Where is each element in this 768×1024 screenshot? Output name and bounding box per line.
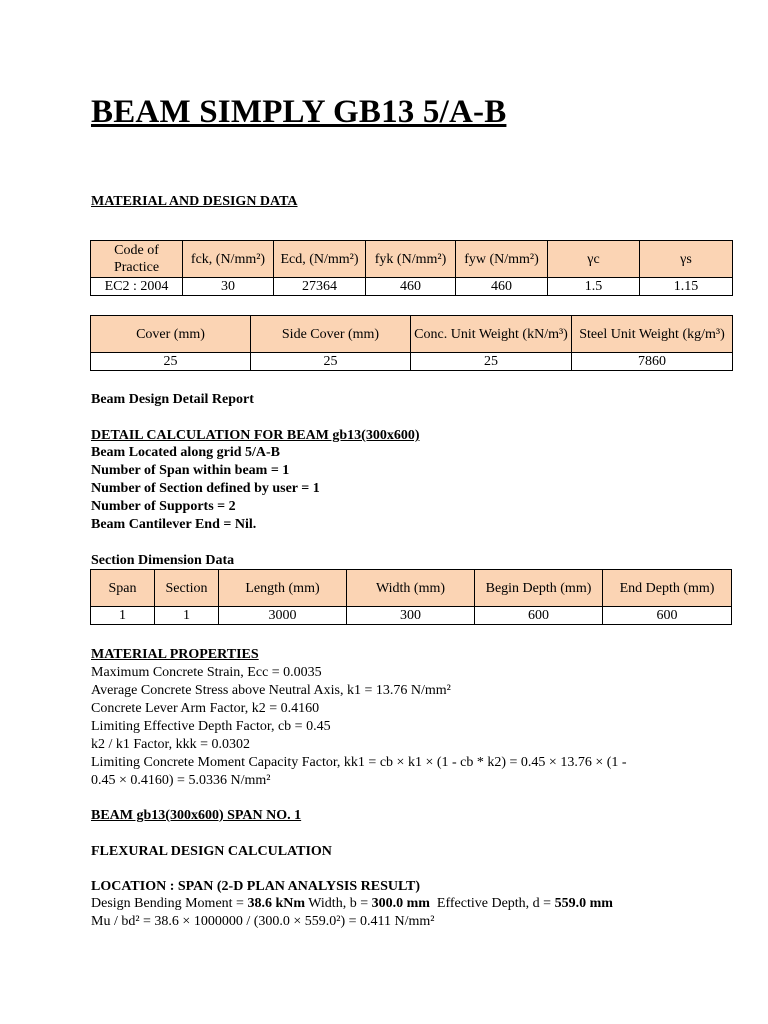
material-property-line: Average Concrete Stress above Neutral Axis, k1 = 13.76 N/mm² bbox=[91, 683, 451, 698]
header-cell: Conc. Unit Weight (kN/m³) bbox=[411, 316, 572, 353]
material-property-line: Limiting Effective Depth Factor, cb = 0.45 bbox=[91, 719, 331, 734]
header-cell: End Depth (mm) bbox=[603, 570, 732, 607]
table-row bbox=[91, 607, 732, 625]
table-cell: 3000 bbox=[219, 607, 347, 625]
detail-line: Beam Located along grid 5/A-B bbox=[91, 445, 280, 460]
table-cell: 600 bbox=[603, 607, 732, 625]
header-cell: Width (mm) bbox=[347, 570, 475, 607]
header-cell: γs bbox=[640, 241, 733, 278]
material-properties-heading: MATERIAL PROPERTIES bbox=[91, 647, 259, 662]
table-cell: 460 bbox=[456, 278, 548, 296]
page-title: BEAM SIMPLY GB13 5/A-B bbox=[91, 94, 507, 130]
design-moment-value: 38.6 kNm bbox=[247, 896, 306, 911]
effective-depth-value: 559.0 mm bbox=[554, 896, 613, 911]
material-design-heading: MATERIAL AND DESIGN DATA bbox=[91, 194, 298, 209]
table-cell: 30 bbox=[183, 278, 274, 296]
table-row bbox=[91, 278, 733, 296]
header-cell: Length (mm) bbox=[219, 570, 347, 607]
table-cell: 1 bbox=[155, 607, 219, 625]
header-cell: fyk (N/mm²) bbox=[366, 241, 456, 278]
table-cell: 600 bbox=[475, 607, 603, 625]
header-cell: fyw (N/mm²) bbox=[456, 241, 548, 278]
material-property-line: Limiting Concrete Moment Capacity Factor, kk1 = cb × k1 × (1 - cb * k2) = 0.45 × 13.76 × (1 - bbox=[91, 755, 627, 770]
cover-weight-table bbox=[90, 315, 733, 371]
table-header-row bbox=[91, 241, 733, 278]
table-cell: 7860 bbox=[572, 353, 733, 371]
header-cell: fck, (N/mm²) bbox=[183, 241, 274, 278]
location-heading: LOCATION : SPAN (2-D PLAN ANALYSIS RESULT) bbox=[91, 879, 421, 894]
material-property-line: Concrete Lever Arm Factor, k2 = 0.4160 bbox=[91, 701, 320, 716]
design-code-table bbox=[90, 240, 733, 296]
material-property-line: k2 / k1 Factor, kkk = 0.0302 bbox=[91, 737, 250, 752]
table-header-row bbox=[91, 570, 732, 607]
header-cell: Begin Depth (mm) bbox=[475, 570, 603, 607]
section-dimension-heading: Section Dimension Data bbox=[91, 553, 235, 568]
detail-line: Beam Cantilever End = Nil. bbox=[91, 517, 257, 532]
design-moment-line bbox=[91, 895, 613, 912]
header-cell: Section bbox=[155, 570, 219, 607]
table-cell: 25 bbox=[411, 353, 572, 371]
header-cell: Steel Unit Weight (kg/m³) bbox=[572, 316, 733, 353]
table-cell: 1.15 bbox=[640, 278, 733, 296]
table-cell: 1.5 bbox=[548, 278, 640, 296]
table-cell: 27364 bbox=[274, 278, 366, 296]
table-cell: 25 bbox=[251, 353, 411, 371]
header-cell: Side Cover (mm) bbox=[251, 316, 411, 353]
span-heading: BEAM gb13(300x600) SPAN NO. 1 bbox=[91, 808, 302, 823]
table-cell: 1 bbox=[91, 607, 155, 625]
header-cell: Span bbox=[91, 570, 155, 607]
material-property-line: 0.45 × 0.4160) = 5.0336 N/mm² bbox=[91, 773, 271, 788]
width-label: Width, b = bbox=[305, 896, 372, 911]
table-cell: 460 bbox=[366, 278, 456, 296]
flexural-heading: FLEXURAL DESIGN CALCULATION bbox=[91, 844, 332, 859]
table-row bbox=[91, 353, 733, 371]
detail-calc-heading: DETAIL CALCULATION FOR BEAM gb13(300x600) bbox=[91, 428, 420, 443]
header-cell: Ecd, (N/mm²) bbox=[274, 241, 366, 278]
mu-line: Mu / bd² = 38.6 × 1000000 / (300.0 × 559.0²) = 0.411 N/mm² bbox=[91, 914, 435, 929]
table-header-row bbox=[91, 316, 733, 353]
table-cell: 25 bbox=[91, 353, 251, 371]
table-cell: 300 bbox=[347, 607, 475, 625]
header-cell: γc bbox=[548, 241, 640, 278]
effective-depth-label: Effective Depth, d = bbox=[429, 896, 555, 911]
report-heading: Beam Design Detail Report bbox=[91, 392, 254, 407]
detail-line: Number of Span within beam = 1 bbox=[91, 463, 290, 478]
table-cell: EC2 : 2004 bbox=[91, 278, 183, 296]
design-moment-label: Design Bending Moment = bbox=[91, 896, 248, 911]
detail-line: Number of Section defined by user = 1 bbox=[91, 481, 320, 496]
detail-line: Number of Supports = 2 bbox=[91, 499, 236, 514]
header-cell: Code of Practice bbox=[91, 241, 183, 278]
material-property-line: Maximum Concrete Strain, Ecc = 0.0035 bbox=[91, 665, 322, 680]
width-value: 300.0 mm bbox=[371, 896, 430, 911]
header-cell: Cover (mm) bbox=[91, 316, 251, 353]
section-dimension-table bbox=[90, 569, 732, 625]
